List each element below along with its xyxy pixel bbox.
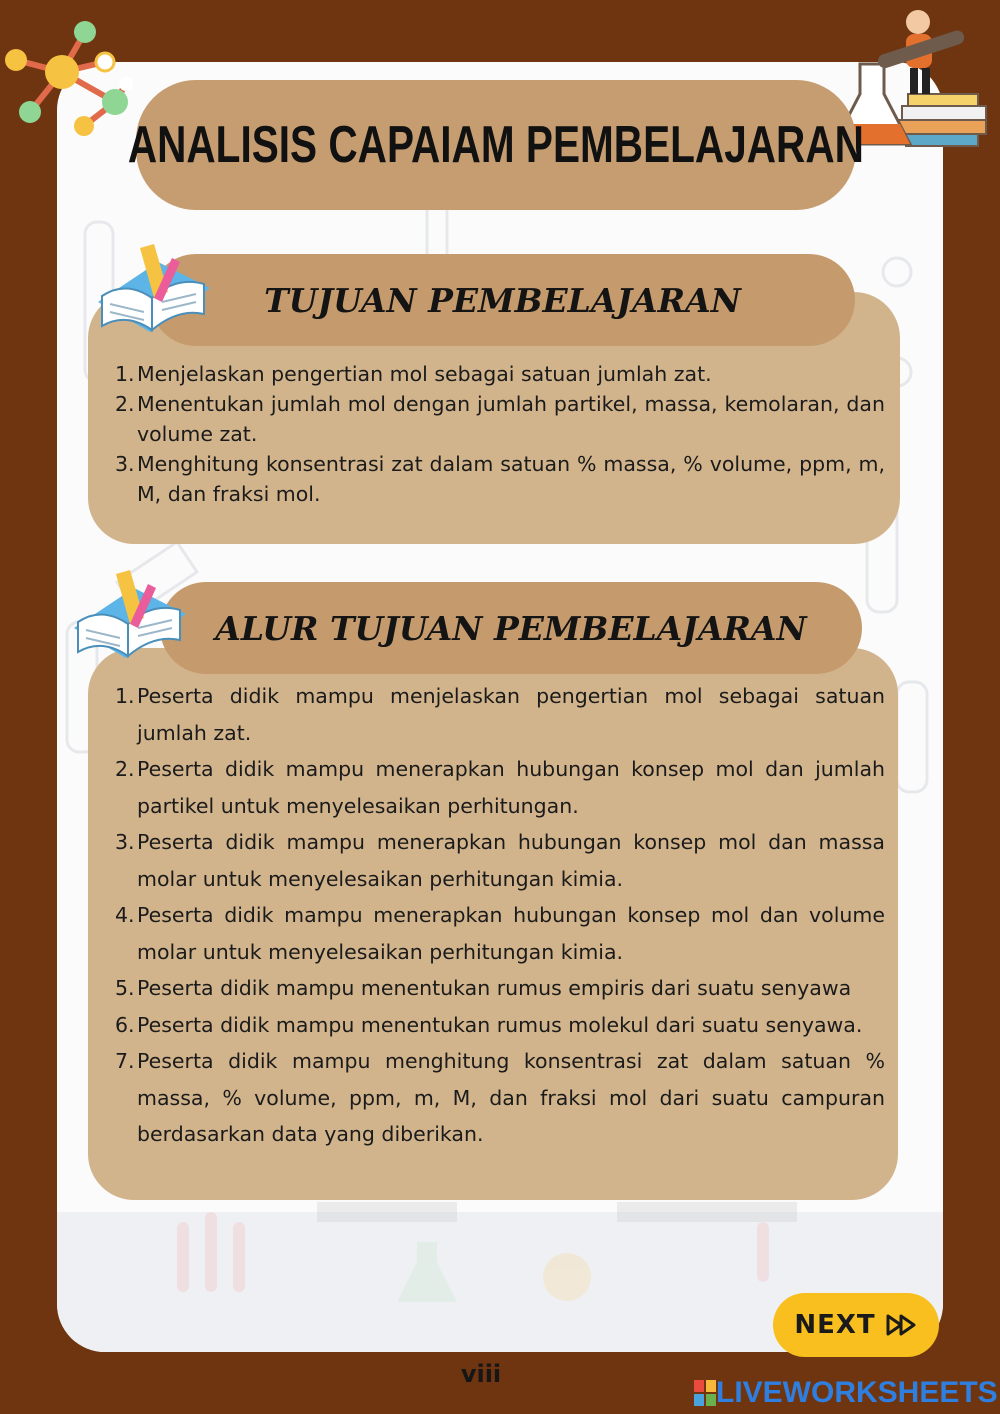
list-item: 1. Menjelaskan pengertian mol sebagai satuan jumlah zat. (115, 362, 712, 386)
alur-heading-pill (160, 582, 862, 674)
list-item: 2. Peserta didik mampu menerapkan hubungan konsep mol dan jumlah partikel untuk menyelesaikan perhitungan. (115, 757, 885, 818)
alur-list (115, 678, 885, 1153)
liveworksheets-logo-icon (694, 1380, 716, 1406)
tujuan-heading: TUJUAN PEMBELAJARAN (264, 280, 741, 320)
title-banner (127, 80, 865, 210)
lab-shelf-illustration (157, 1202, 857, 1312)
brand-text: LIVEWORKSHEETS (716, 1376, 998, 1409)
list-item: 6. Peserta didik mampu menentukan rumus molekul dari suatu senyawa. (115, 1012, 863, 1037)
open-book-icon (92, 240, 216, 344)
page-title: ANALISIS CAPAIAM PEMBELAJARAN (127, 116, 865, 174)
list-item: 4. Peserta didik mampu menerapkan hubungan konsep mol dan volume molar untuk menyelesaikan perhitungan kimia. (115, 903, 885, 964)
open-book-icon (68, 566, 192, 670)
list-item: 3. Peserta didik mampu menerapkan hubungan konsep mol dan massa molar untuk menyelesaikan perhitungan kimia. (115, 830, 885, 891)
molecule-icon (0, 14, 135, 144)
list-item: 2. Menentukan jumlah mol dengan jumlah partikel, massa, kemolaran, dan volume zat. (115, 392, 885, 446)
list-item: 5. Peserta didik mampu menentukan rumus empiris dari suatu senyawa (115, 976, 852, 1000)
next-button-label: NEXT (794, 1310, 876, 1340)
page-number: viii (460, 1360, 502, 1388)
list-item: 3. Menghitung konsentrasi zat dalam satuan % massa, % volume, ppm, m, M, dan fraksi mol. (115, 452, 885, 506)
list-item: 7. Peserta didik mampu menghitung konsentrasi zat dalam satuan % massa, % volume, ppm, m, M, dan fraksi mol dari suatu campuran berdasarkan data yang diberikan. (115, 1049, 885, 1146)
tujuan-heading-pill (150, 254, 855, 346)
next-button[interactable] (773, 1293, 939, 1357)
tujuan-list (115, 359, 885, 509)
list-item: 1. Peserta didik mampu menjelaskan pengertian mol sebagai satuan jumlah zat. (115, 684, 885, 745)
alur-heading: ALUR TUJUAN PEMBELAJARAN (215, 608, 807, 648)
liveworksheets-brand[interactable] (694, 1376, 998, 1410)
fast-forward-icon (886, 1314, 918, 1336)
